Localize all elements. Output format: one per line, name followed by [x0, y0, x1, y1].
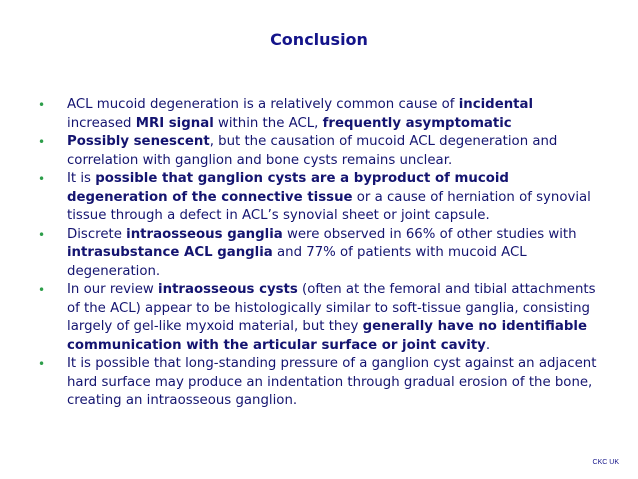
bullet-dot-icon: • — [38, 98, 46, 112]
bullet-text-bold: possible that ganglion cysts are a byproduct of mucoid degeneration of the connective tissue — [67, 171, 509, 205]
bullet-text: It is possible that long-standing pressure of a ganglion cyst against an adjacent hard surface may produce an indentation through gradual erosion of the bone, creating an intraosseous ganglion. — [67, 356, 597, 408]
bullet-text: or a cause of herniation of synovial tissue through a defect in ACL’s synovial sheet or joint capsule. — [67, 189, 591, 223]
bullet-text: . — [485, 337, 491, 353]
bullet-item — [38, 133, 598, 170]
bullet-dot-icon: • — [38, 135, 46, 149]
bullet-text-bold: intraosseous ganglia — [126, 226, 283, 242]
bullet-text: , but the causation of mucoid ACL degeneration and correlation with ganglion and bone cysts remains unclear. — [67, 134, 558, 168]
bullet-text-bold: MRI signal — [135, 115, 214, 131]
bullet-text: In our review — [67, 282, 159, 297]
bullet-text: increased — [67, 115, 136, 131]
bullet-text-bold: generally have no identifiable communication with the articular surface or joint cavity — [67, 319, 587, 353]
bullet-text-bold: frequently asymptomatic — [322, 115, 512, 131]
bullet-text-bold: intrasubstance ACL ganglia — [67, 245, 273, 260]
bullet-text: (often at the femoral and tibial attachments of the ACL) appear to be histologically similar to soft-tissue ganglia, consisting largely of gel-like myxoid material, but they — [67, 282, 596, 334]
bullet-dot-icon: • — [38, 172, 46, 186]
bullet-text: It is — [67, 171, 96, 186]
bullet-item — [38, 226, 598, 282]
bullet-text-bold: incidental — [458, 97, 534, 112]
bullet-item — [38, 96, 598, 133]
bullet-text-bold: intraosseous cysts — [158, 282, 298, 297]
bullet-item — [38, 281, 598, 355]
bullet-text: were observed in 66% of other studies with — [282, 226, 577, 242]
bullet-list — [38, 96, 598, 411]
bullet-dot-icon: • — [38, 227, 46, 242]
footer-label: CKC UK — [592, 459, 619, 466]
bullet-item — [38, 170, 598, 226]
bullet-dot-icon: • — [38, 283, 46, 297]
bullet-text: Discrete — [67, 226, 127, 242]
page-title: Conclusion — [270, 30, 368, 49]
bullet-text: and 77% of patients with mucoid ACL degeneration. — [67, 245, 527, 279]
bullet-text-bold: Possibly senescent — [67, 134, 210, 149]
bullet-text: within the ACL, — [213, 115, 323, 131]
bullet-item — [38, 355, 598, 411]
bullet-dot-icon: • — [38, 357, 46, 371]
bullet-text: ACL mucoid degeneration is a relatively common cause of — [67, 97, 459, 112]
